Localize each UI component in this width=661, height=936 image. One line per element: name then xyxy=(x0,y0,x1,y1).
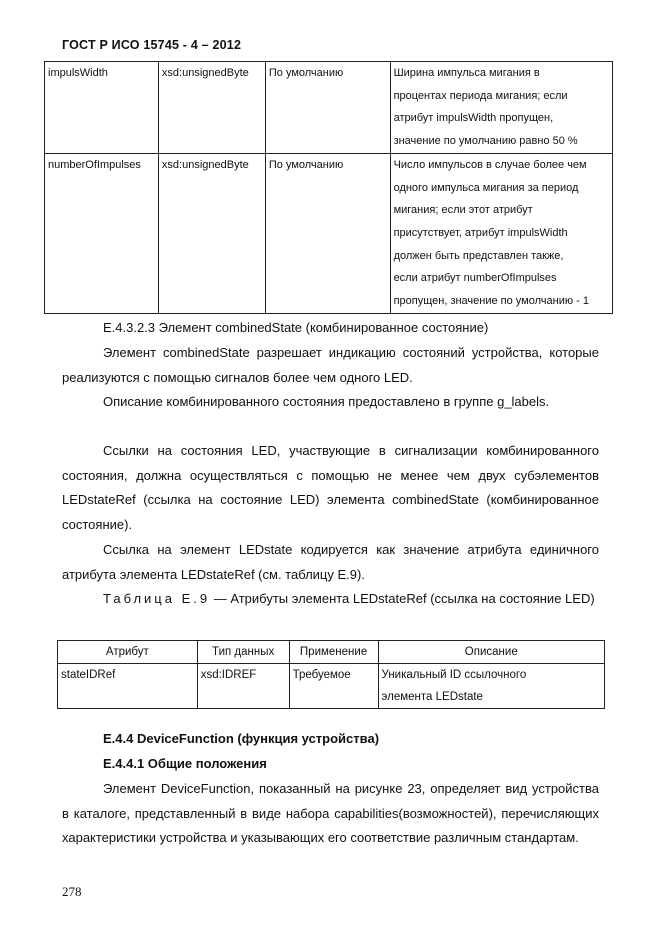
description-line: присутствует, атрибут impulsWidth xyxy=(393,226,568,239)
description-cell xyxy=(390,153,612,313)
description-line: Число импульсов в случае более чем xyxy=(393,158,587,171)
usage-cell: Требуемое xyxy=(289,664,378,709)
description-line: если атрибут numberOfImpulses xyxy=(393,272,557,285)
paragraph: Ссылки на состояния LED, участвующие в сигнализации комбинированного состояния, должна осуществляться с помощью не менее чем двух субэлементов LEDstateRef (ссылка на состояние LED) элемента combinedState (комбинированное состояние). xyxy=(62,443,599,532)
description-line: элемента LEDstate xyxy=(381,691,483,703)
attributes-table-continued xyxy=(44,61,613,314)
column-header: Применение xyxy=(289,641,378,664)
paragraph: Описание комбинированного состояния предоставлено в группе g_labels. xyxy=(103,394,550,409)
usage-cell: По умолчанию xyxy=(265,62,390,154)
subsection-heading: E.4.4.1 Общие положения xyxy=(103,756,267,771)
data-type-cell: xsd:unsignedByte xyxy=(158,153,265,313)
table-row xyxy=(58,664,605,709)
document-header: ГОСТ Р ИСО 15745 - 4 – 2012 xyxy=(62,38,242,52)
column-header: Атрибут xyxy=(58,641,198,664)
column-header: Тип данных xyxy=(197,641,289,664)
attribute-name-cell: stateIDRef xyxy=(58,664,198,709)
description-line: должен быть представлен также, xyxy=(393,249,564,262)
paragraph: Элемент DeviceFunction, показанный на рисунке 23, определяет вид устройства в каталоге, представленный в виде набора capabilities(возможностей), перечисляющих характеристики устройства и указывающих его соответствие различным стандартам. xyxy=(62,781,599,845)
table-row xyxy=(45,62,613,154)
column-header: Описание xyxy=(378,641,604,664)
data-type-cell: xsd:IDREF xyxy=(197,664,289,709)
section-heading: E.4.3.2.3 Элемент combinedState (комбинированное состояние) xyxy=(103,320,489,335)
attribute-name-cell: impulsWidth xyxy=(45,62,159,154)
page-number: 278 xyxy=(62,884,82,899)
usage-cell: По умолчанию xyxy=(265,153,390,313)
paragraph: Элемент combinedState разрешает индикацию состояний устройства, которые реализуются с помощью сигналов более чем одного LED. xyxy=(62,345,599,385)
description-line: Ширина импульса мигания в xyxy=(393,67,540,79)
table-caption-label: Таблица E.9 xyxy=(103,591,211,606)
table-caption xyxy=(62,587,599,612)
table-header-row xyxy=(58,641,605,664)
ledstateref-attributes-table xyxy=(57,640,605,709)
description-line: атрибут impulsWidth пропущен, xyxy=(393,112,554,125)
description-line: мигания; если этот атрибут xyxy=(393,204,533,217)
description-line: пропущен, значение по умолчанию - 1 xyxy=(393,295,590,308)
subsection-heading: E.4.4 DeviceFunction (функция устройства) xyxy=(103,731,380,746)
paragraph: Ссылка на элемент LEDstate кодируется как значение атрибута единичного атрибута элемента LEDstateRef (см. таблицу E.9). xyxy=(62,542,599,582)
description-line: Уникальный ID ссылочного xyxy=(381,669,527,681)
attribute-name-cell: numberOfImpulses xyxy=(45,153,159,313)
table-row xyxy=(45,153,613,313)
description-line: одного импульса мигания за период xyxy=(393,181,579,194)
data-type-cell: xsd:unsignedByte xyxy=(158,62,265,154)
table-caption-text: — Атрибуты элемента LEDstateRef (ссылка на состояние LED) xyxy=(210,591,595,606)
description-cell xyxy=(378,664,604,709)
description-cell xyxy=(390,62,612,154)
description-line: значение по умолчанию равно 50 % xyxy=(393,135,578,148)
description-line: процентах периода мигания; если xyxy=(393,89,568,102)
